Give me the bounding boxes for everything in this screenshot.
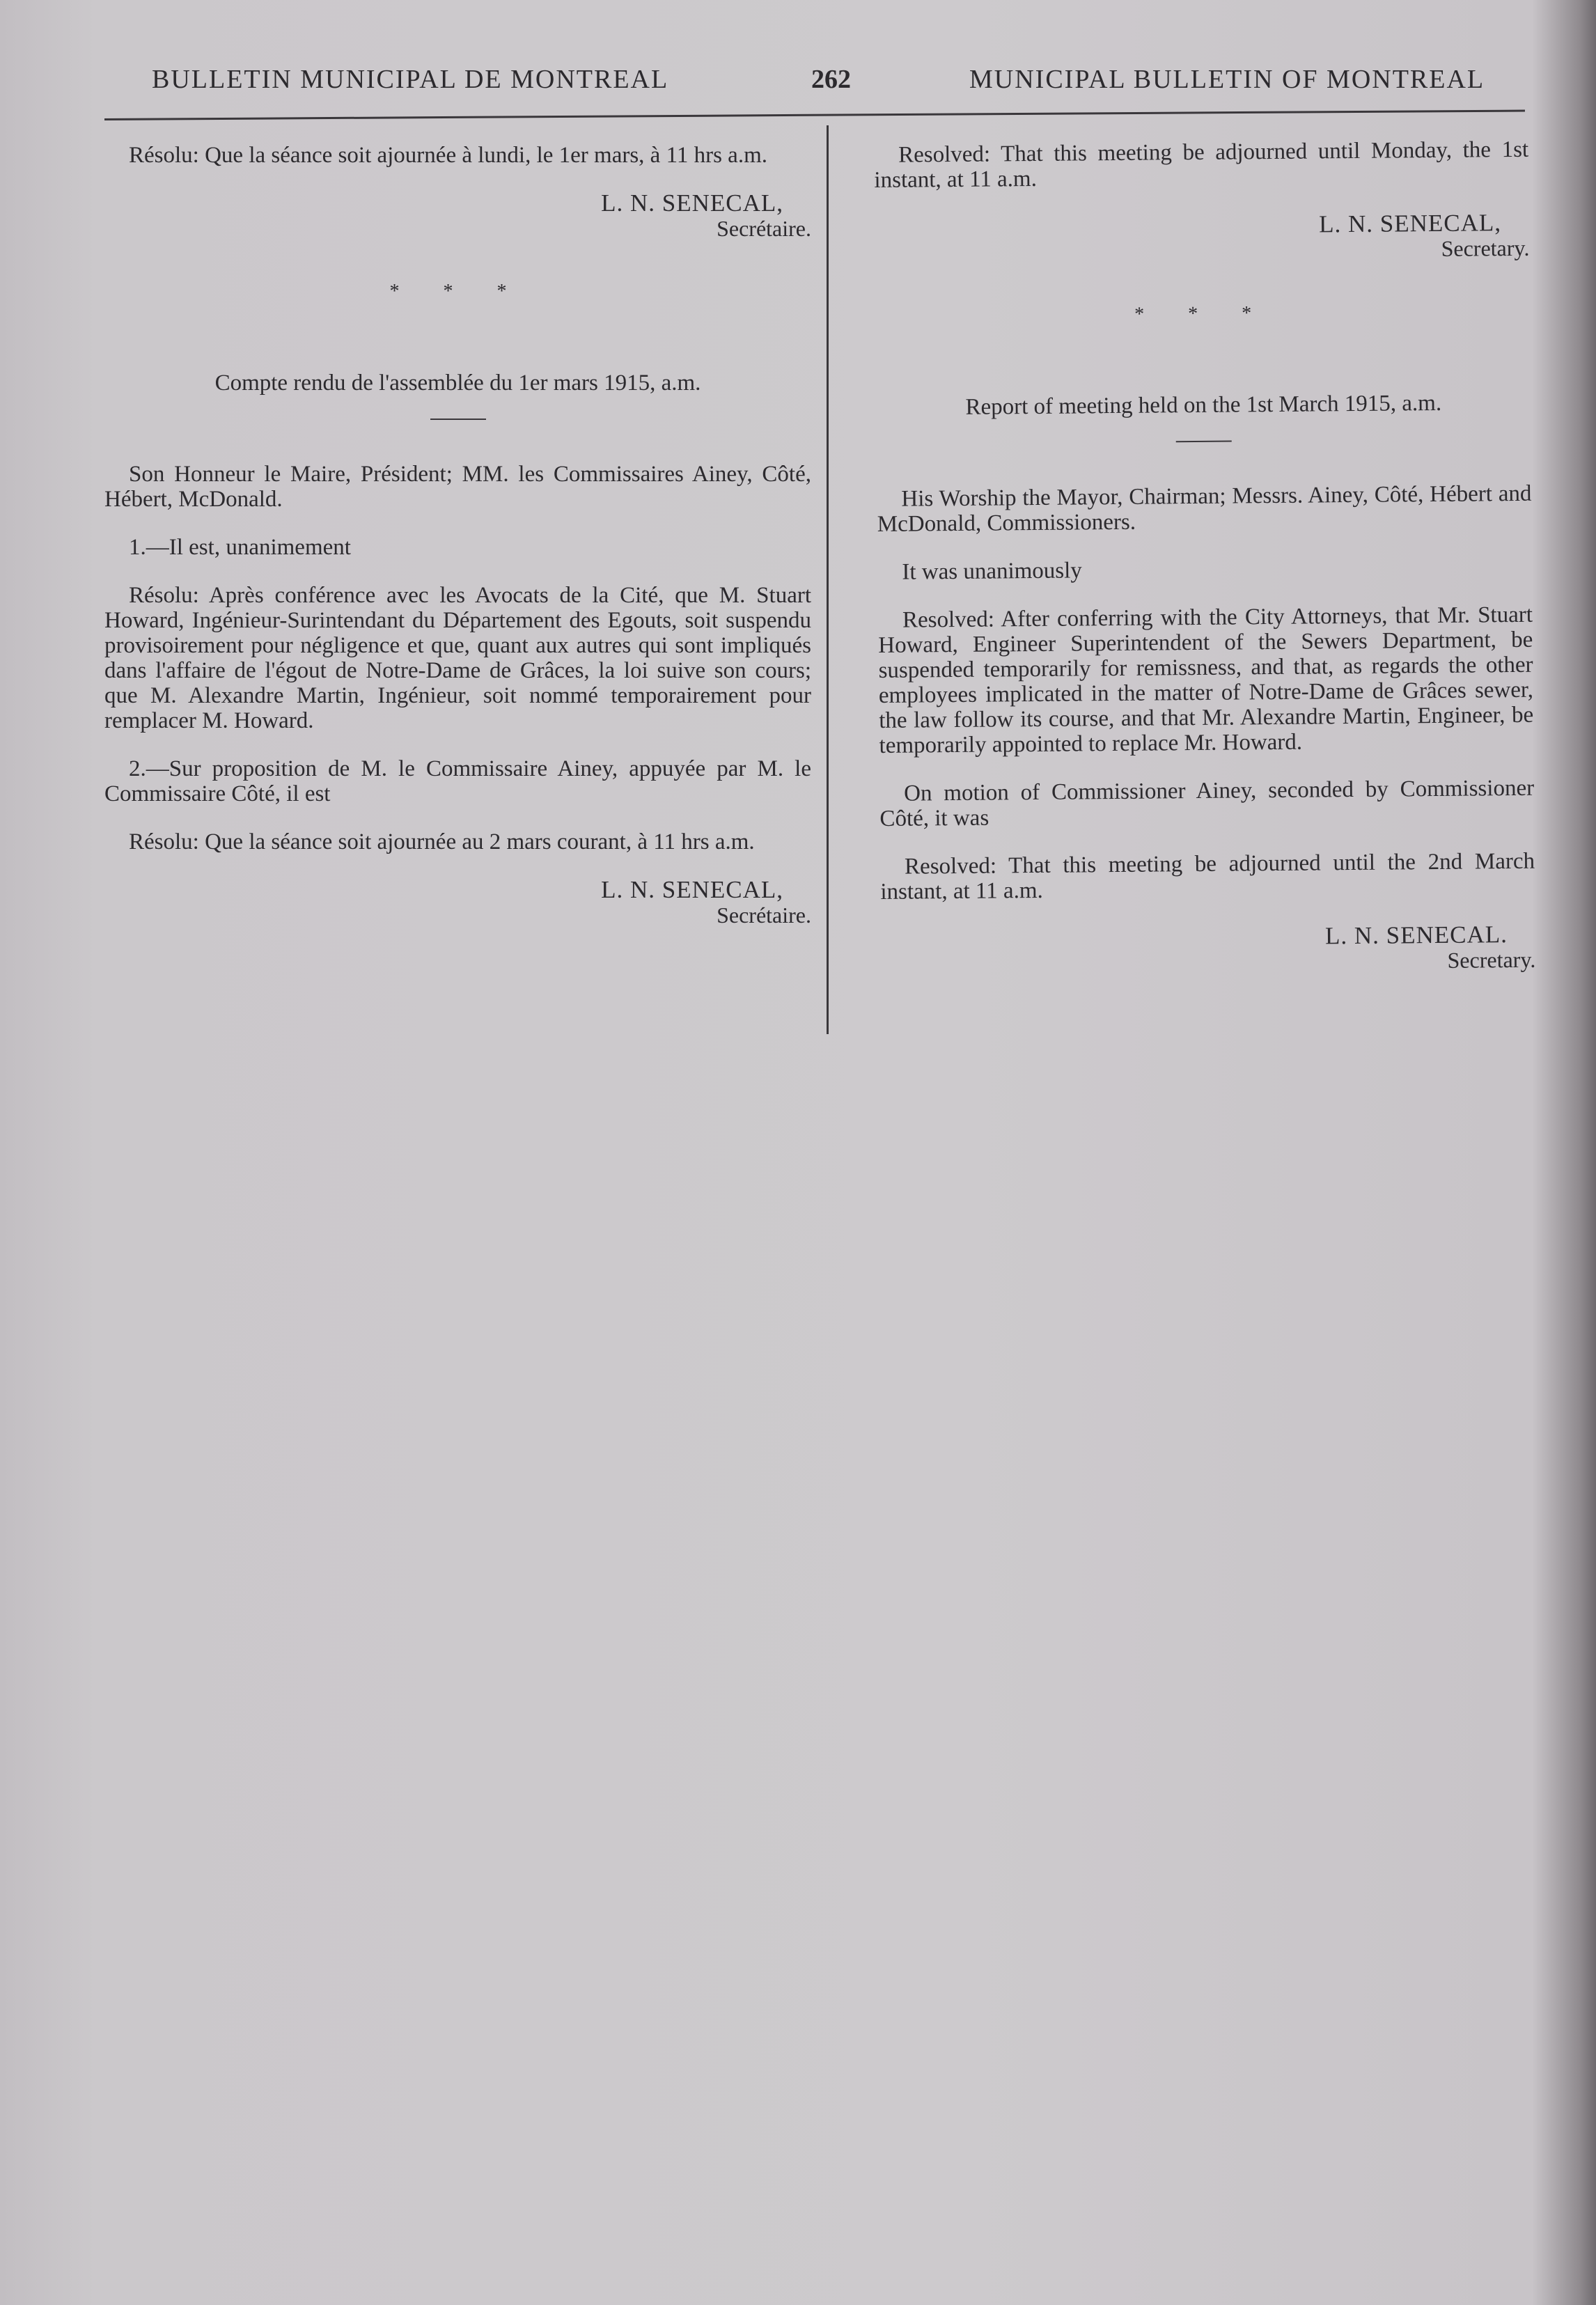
fr-signature-2-role: Secrétaire. bbox=[717, 903, 811, 928]
en-adjournment-resolution: Resolved: That this meeting be adjourned until Monday, the 1st instant, at 11 a.m. bbox=[874, 136, 1529, 193]
column-divider bbox=[827, 125, 829, 1034]
header-french-title: BULLETIN MUNICIPAL DE MONTREAL bbox=[152, 65, 669, 94]
fr-resolution-1: Résolu: Après conférence avec les Avocats de la Cité, que M. Stuart Howard, Ingénieur-Surintendant du Département des Egouts, soit suspendu provisoirement pour négligence et que, quant aux autres qui sont impliqués dans l'affaire de l'égout de Notre-Dame de Grâces, la loi suive son cours; que M. Alexandre Martin, Ingénieur, soit nommé temporairement pour remplacer M. Howard. bbox=[104, 583, 811, 733]
header-rule bbox=[104, 110, 1525, 120]
en-signature-1-name: L. N. SENECAL, bbox=[1318, 209, 1502, 238]
page-header bbox=[0, 64, 1596, 106]
en-report-title: Report of meeting held on the 1st March 1915, a.m. bbox=[965, 390, 1442, 420]
en-signature-1 bbox=[875, 210, 1530, 266]
fr-signature-2 bbox=[104, 877, 811, 928]
en-title-rule bbox=[1176, 441, 1232, 443]
fr-attendance: Son Honneur le Maire, Président; MM. les Commissaires Ainey, Côté, Hébert, McDonald. bbox=[104, 462, 811, 512]
fr-report-title: Compte rendu de l'assemblée du 1er mars 1915, a.m. bbox=[214, 370, 701, 396]
en-signature-2-name: L. N. SENECAL. bbox=[1324, 921, 1508, 950]
english-column bbox=[874, 137, 1535, 978]
en-signature-2 bbox=[881, 922, 1536, 978]
header-english-title: MUNICIPAL BULLETIN OF MONTREAL bbox=[969, 65, 1485, 94]
en-attendance: His Worship the Mayor, Chairman; Messrs. Ainey, Côté, Hébert and McDonald, Commissioners. bbox=[877, 480, 1532, 537]
en-resolution-2: Resolved: That this meeting be adjourned until the 2nd March instant, at 11 a.m. bbox=[880, 848, 1535, 905]
french-column bbox=[104, 143, 811, 928]
en-resolution-1: Resolved: After conferring with the City Attorneys, that Mr. Stuart Howard, Engineer Superintendent of the Sewers Department, be suspended temporarily for remissness, and that, as regards the other employees implicated in the matter of Notre-Dame de Grâces sewer, the law follow its course, and that Mr. Alexandre Martin, Engineer, be temporarily appointed to replace Mr. Howard. bbox=[878, 602, 1534, 758]
fr-adjournment-resolution: Résolu: Que la séance soit ajournée à lundi, le 1er mars, à 11 hrs a.m. bbox=[129, 143, 767, 168]
fr-section-stars: * * * bbox=[389, 281, 526, 302]
en-signature-1-role: Secretary. bbox=[1441, 235, 1530, 261]
fr-title-rule bbox=[430, 419, 486, 420]
en-item-1: It was unanimously bbox=[902, 558, 1083, 585]
fr-signature-1 bbox=[104, 191, 811, 241]
fr-resolution-2: Résolu: Que la séance soit ajournée au 2 mars courant, à 11 hrs a.m. bbox=[129, 829, 755, 854]
fr-signature-2-name: L. N. SENECAL, bbox=[601, 876, 783, 903]
en-item-2: On motion of Commissioner Ainey, seconded by Commissioner Côté, it was bbox=[879, 775, 1535, 831]
en-signature-2-role: Secretary. bbox=[1447, 946, 1536, 973]
fr-item-2: 2.—Sur proposition de M. le Commissaire Ainey, appuyée par M. le Commissaire Côté, il est bbox=[104, 756, 811, 806]
page-number: 262 bbox=[811, 65, 851, 94]
fr-signature-1-role: Secrétaire. bbox=[717, 216, 811, 241]
fr-signature-1-name: L. N. SENECAL, bbox=[601, 189, 783, 217]
fr-item-1: 1.—Il est, unanimement bbox=[129, 535, 351, 560]
en-section-stars: * * * bbox=[1134, 302, 1272, 325]
